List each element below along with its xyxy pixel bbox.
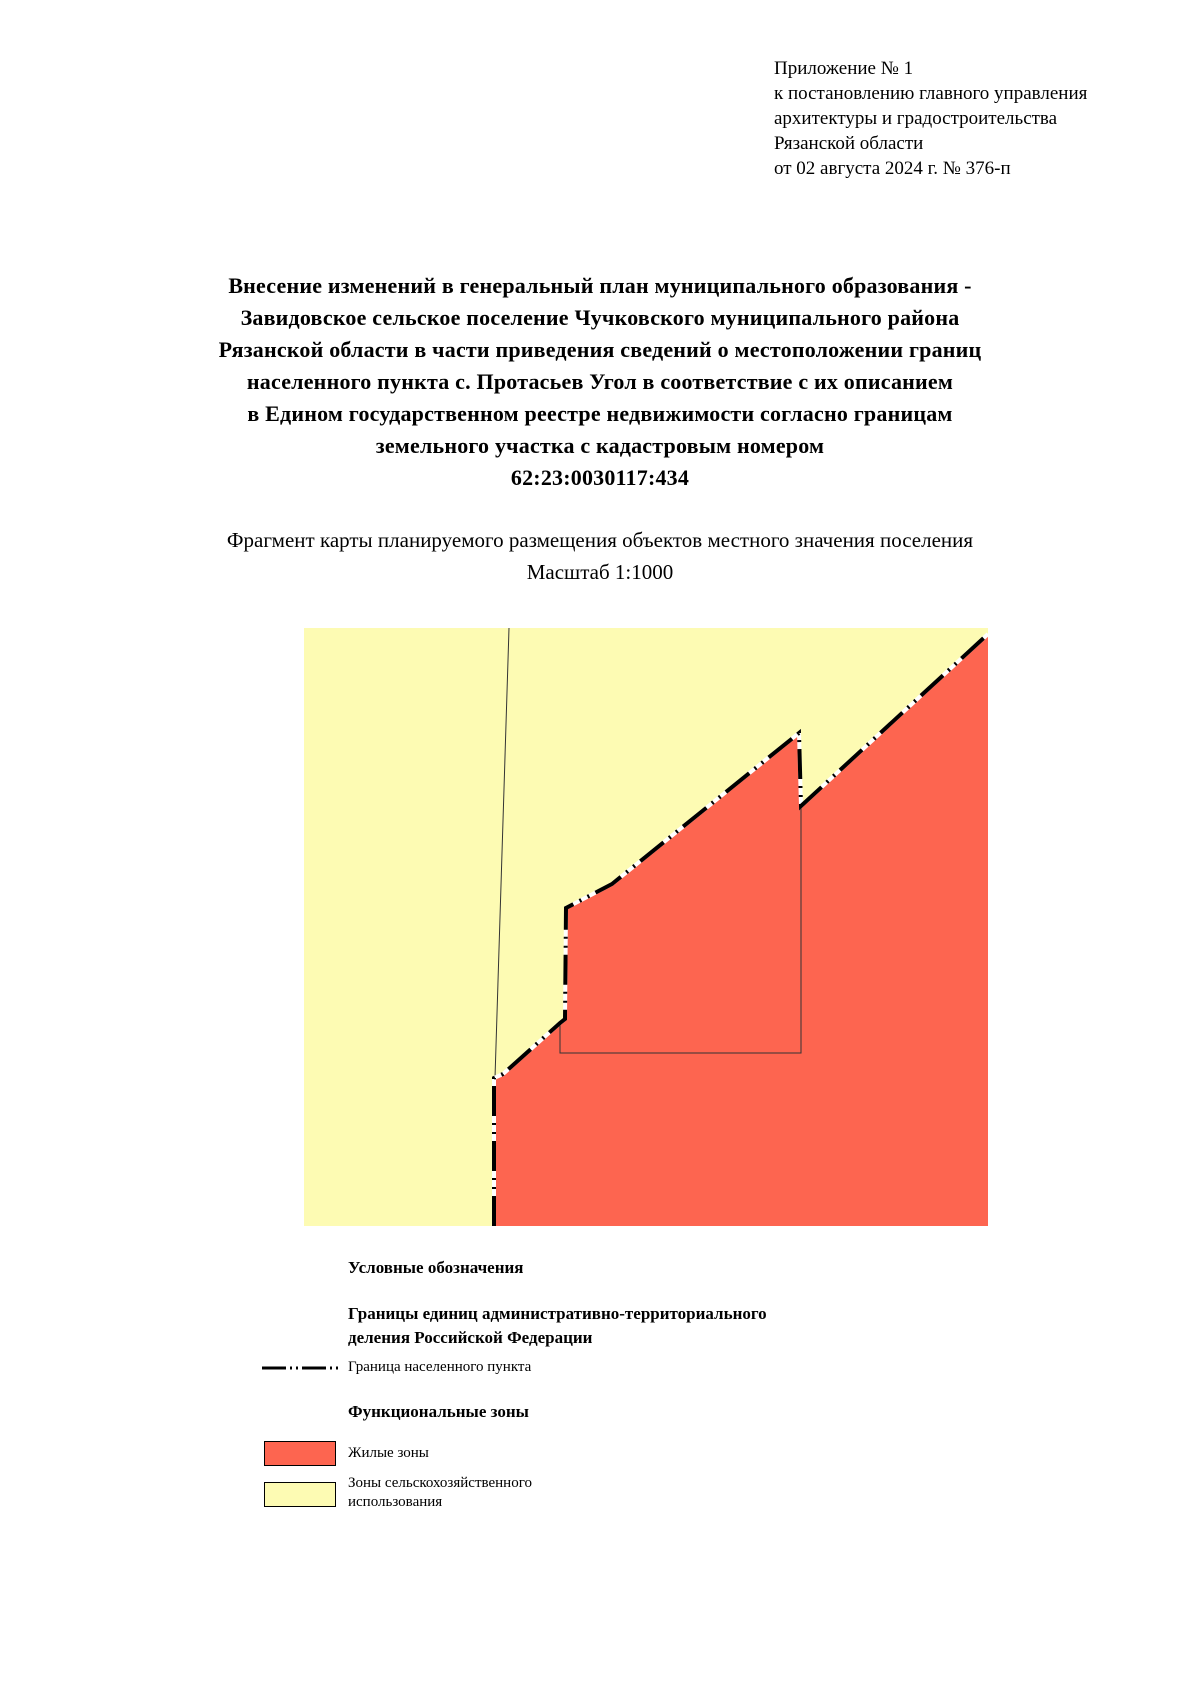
appendix-line: Приложение № 1 bbox=[774, 58, 914, 79]
title-line: Внесение изменений в генеральный план муниципального образования - bbox=[228, 273, 972, 298]
residential-swatch bbox=[264, 1441, 336, 1466]
legend-admin-line: деления Российской Федерации bbox=[348, 1328, 593, 1347]
legend-admin-section bbox=[348, 1302, 767, 1350]
title-line: земельного участка с кадастровым номером bbox=[375, 433, 825, 458]
agricultural-text-line: использования bbox=[348, 1494, 443, 1510]
settlement-boundary-legend-icon bbox=[262, 1362, 342, 1374]
title-line: населенного пункта с. Протасьев Угол в соответствие с их описанием bbox=[246, 369, 954, 394]
appendix-line: архитектуры и градостроительства bbox=[774, 108, 1058, 129]
cadastral-number: 62:23:0030117:434 bbox=[510, 465, 690, 490]
map-fragment bbox=[304, 628, 988, 1226]
map-caption bbox=[100, 524, 1100, 588]
appendix-line: Рязанской области bbox=[774, 133, 924, 154]
residential-label bbox=[348, 1444, 429, 1463]
agricultural-label bbox=[348, 1474, 532, 1512]
appendix-note bbox=[774, 56, 1087, 181]
map-scale: Масштаб 1:1000 bbox=[526, 560, 674, 584]
agricultural-swatch bbox=[264, 1482, 336, 1507]
settlement-boundary-label bbox=[348, 1358, 531, 1377]
title-line: Рязанской области в части приведения сведений о местоположении границ bbox=[218, 337, 982, 362]
legend-admin-line: Границы единиц административно-территориального bbox=[348, 1304, 767, 1323]
settlement-boundary-text: Граница населенного пункта bbox=[348, 1359, 532, 1375]
legend-functional-zones-title bbox=[348, 1400, 529, 1424]
document-title bbox=[100, 270, 1100, 494]
residential-text: Жилые зоны bbox=[348, 1445, 429, 1461]
functional-zones-text: Функциональные зоны bbox=[348, 1402, 529, 1421]
map-name: Фрагмент карты планируемого размещения объектов местного значения поселения bbox=[226, 528, 974, 552]
agricultural-text-line: Зоны сельскохозяйственного bbox=[348, 1475, 532, 1491]
appendix-line: от 02 августа 2024 г. № 376-п bbox=[774, 158, 1011, 179]
appendix-line: к постановлению главного управления bbox=[774, 83, 1088, 104]
legend-title: Условные обозначения bbox=[348, 1258, 524, 1277]
title-line: Завидовское сельское поселение Чучковского муниципального района bbox=[240, 305, 960, 330]
title-line: в Едином государственном реестре недвижимости согласно границам bbox=[247, 401, 953, 426]
